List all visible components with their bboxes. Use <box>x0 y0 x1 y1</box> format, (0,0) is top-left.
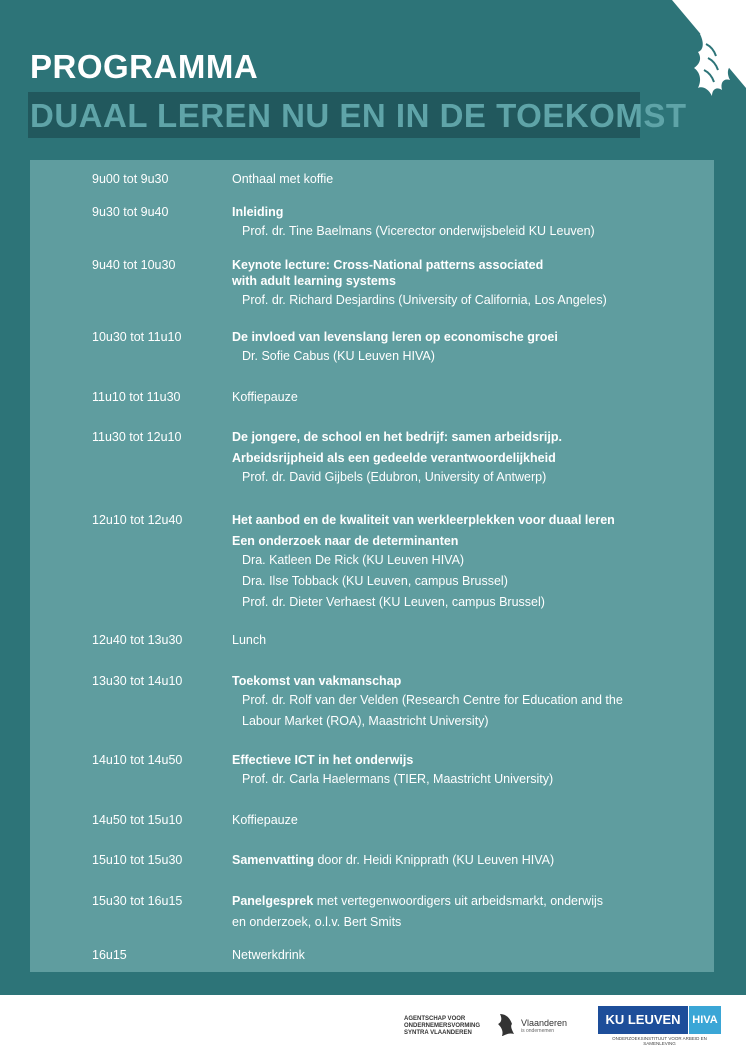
program-title-line <box>232 753 413 767</box>
program-title-text: with adult learning systems <box>232 274 396 288</box>
program-time: 14u10 tot 14u50 <box>92 753 183 767</box>
program-time: 12u10 tot 12u40 <box>92 513 183 527</box>
program-title-line <box>232 451 556 465</box>
program-title-line <box>232 513 615 527</box>
program-title-text: Netwerkdrink <box>232 948 305 962</box>
vlaanderen-logo-icon <box>496 1012 518 1038</box>
program-title-text: Koffiepauze <box>232 390 298 404</box>
agentschap-line-2: ONDERNEMERSVORMING <box>404 1023 481 1029</box>
program-title-text: Keynote lecture: Cross-National patterns associated <box>232 258 544 272</box>
program-title-line <box>232 813 298 827</box>
program-time: 15u10 tot 15u30 <box>92 853 183 867</box>
program-speaker: Prof. dr. Carla Haelermans (TIER, Maastricht University) <box>242 772 554 786</box>
program-title-line <box>232 258 543 272</box>
program-speaker: Prof. dr. Richard Desjardins (University of California, Los Angeles) <box>242 293 607 307</box>
program-speaker: Prof. dr. Tine Baelmans (Vicerector onderwijsbeleid KU Leuven) <box>242 224 595 238</box>
program-title-line <box>232 274 396 288</box>
program-title-rest: door dr. Heidi Knipprath (KU Leuven HIVA) <box>313 853 555 867</box>
program-panel <box>30 160 714 972</box>
program-speaker: Dra. Ilse Tobback (KU Leuven, campus Brussel) <box>242 574 508 588</box>
program-time: 10u30 tot 11u10 <box>92 330 182 344</box>
program-title-line <box>232 172 333 186</box>
program-title-line <box>232 390 298 404</box>
program-time: 15u30 tot 16u15 <box>92 894 183 908</box>
program-title-rest: met vertegenwoordigers uit arbeidsmarkt, onderwijs <box>313 894 604 908</box>
program-title-text: Samenvatting <box>232 853 314 867</box>
program-title-line <box>232 674 401 688</box>
program-speaker: Prof. dr. David Gijbels (Edubron, University of Antwerp) <box>242 470 547 484</box>
program-time: 9u00 tot 9u30 <box>92 172 169 186</box>
program-time: 12u40 tot 13u30 <box>92 633 183 647</box>
program-title-text: Effectieve ICT in het onderwijs <box>232 753 414 767</box>
program-title-line <box>232 853 554 867</box>
program-time: 14u50 tot 15u10 <box>92 813 183 827</box>
hiva-logo: HIVA <box>689 1006 721 1034</box>
ku-leuven-logo: KU LEUVEN <box>598 1006 688 1034</box>
program-title-text: De jongere, de school en het bedrijf: samen arbeidsrijp. <box>232 430 562 444</box>
program-time: 11u10 tot 11u30 <box>92 390 181 404</box>
program-title-text: Het aanbod en de kwaliteit van werkleerplekken voor duaal leren <box>232 513 615 527</box>
program-speaker: Dra. Katleen De Rick (KU Leuven HIVA) <box>242 553 465 567</box>
program-time: 9u40 tot 10u30 <box>92 258 176 272</box>
program-title-line <box>232 948 305 962</box>
program-title-text: Arbeidsrijpheid als een gedeelde verantwoordelijkheid <box>232 451 556 465</box>
hiva-sublabel: ONDERZOEKSINSTITUUT VOOR ARBEID EN SAMENLEVING <box>612 1036 707 1046</box>
program-speaker: Dr. Sofie Cabus (KU Leuven HIVA) <box>242 349 435 363</box>
program-time: 11u30 tot 12u10 <box>92 430 182 444</box>
program-title-line <box>232 430 562 444</box>
program-speaker: Labour Market (ROA), Maastricht University) <box>242 714 489 728</box>
program-title-text: en onderzoek, o.l.v. Bert Smits <box>232 915 402 929</box>
program-title-text: Onthaal met koffie <box>232 172 334 186</box>
vlaanderen-lion-icon <box>690 24 738 100</box>
vlaanderen-sublabel: is ondernemen <box>521 1028 555 1034</box>
program-title-text: Panelgesprek <box>232 894 314 908</box>
program-title-text: Een onderzoek naar de determinanten <box>232 534 459 548</box>
program-speaker: Prof. dr. Dieter Verhaest (KU Leuven, campus Brussel) <box>242 595 545 609</box>
page-subtitle: DUAAL LEREN NU EN IN DE TOEKOMST <box>30 97 687 134</box>
program-title-line <box>232 205 283 219</box>
program-title-text: Toekomst van vakmanschap <box>232 674 402 688</box>
vlaanderen-label: Vlaanderen <box>521 1018 568 1028</box>
program-title-text: Koffiepauze <box>232 813 298 827</box>
program-title-line <box>232 534 458 548</box>
program-title-text: Inleiding <box>232 205 284 219</box>
agentschap-line-3: SYNTRA VLAANDEREN <box>404 1030 472 1036</box>
page-title: PROGRAMMA <box>30 48 259 85</box>
program-speaker: Prof. dr. Rolf van der Velden (Research Centre for Education and the <box>242 693 623 707</box>
program-title-line <box>232 894 603 908</box>
program-time: 9u30 tot 9u40 <box>92 205 169 219</box>
agentschap-line-1: AGENTSCHAP VOOR <box>404 1016 466 1022</box>
program-time: 16u15 <box>92 948 127 962</box>
program-time: 13u30 tot 14u10 <box>92 674 183 688</box>
program-title-text: De invloed van levenslang leren op economische groei <box>232 330 558 344</box>
program-title-line <box>232 633 266 647</box>
program-title-line <box>232 915 401 929</box>
program-title-line <box>232 330 558 344</box>
agentschap-logo-text <box>404 1016 480 1037</box>
program-title-text: Lunch <box>232 633 267 647</box>
